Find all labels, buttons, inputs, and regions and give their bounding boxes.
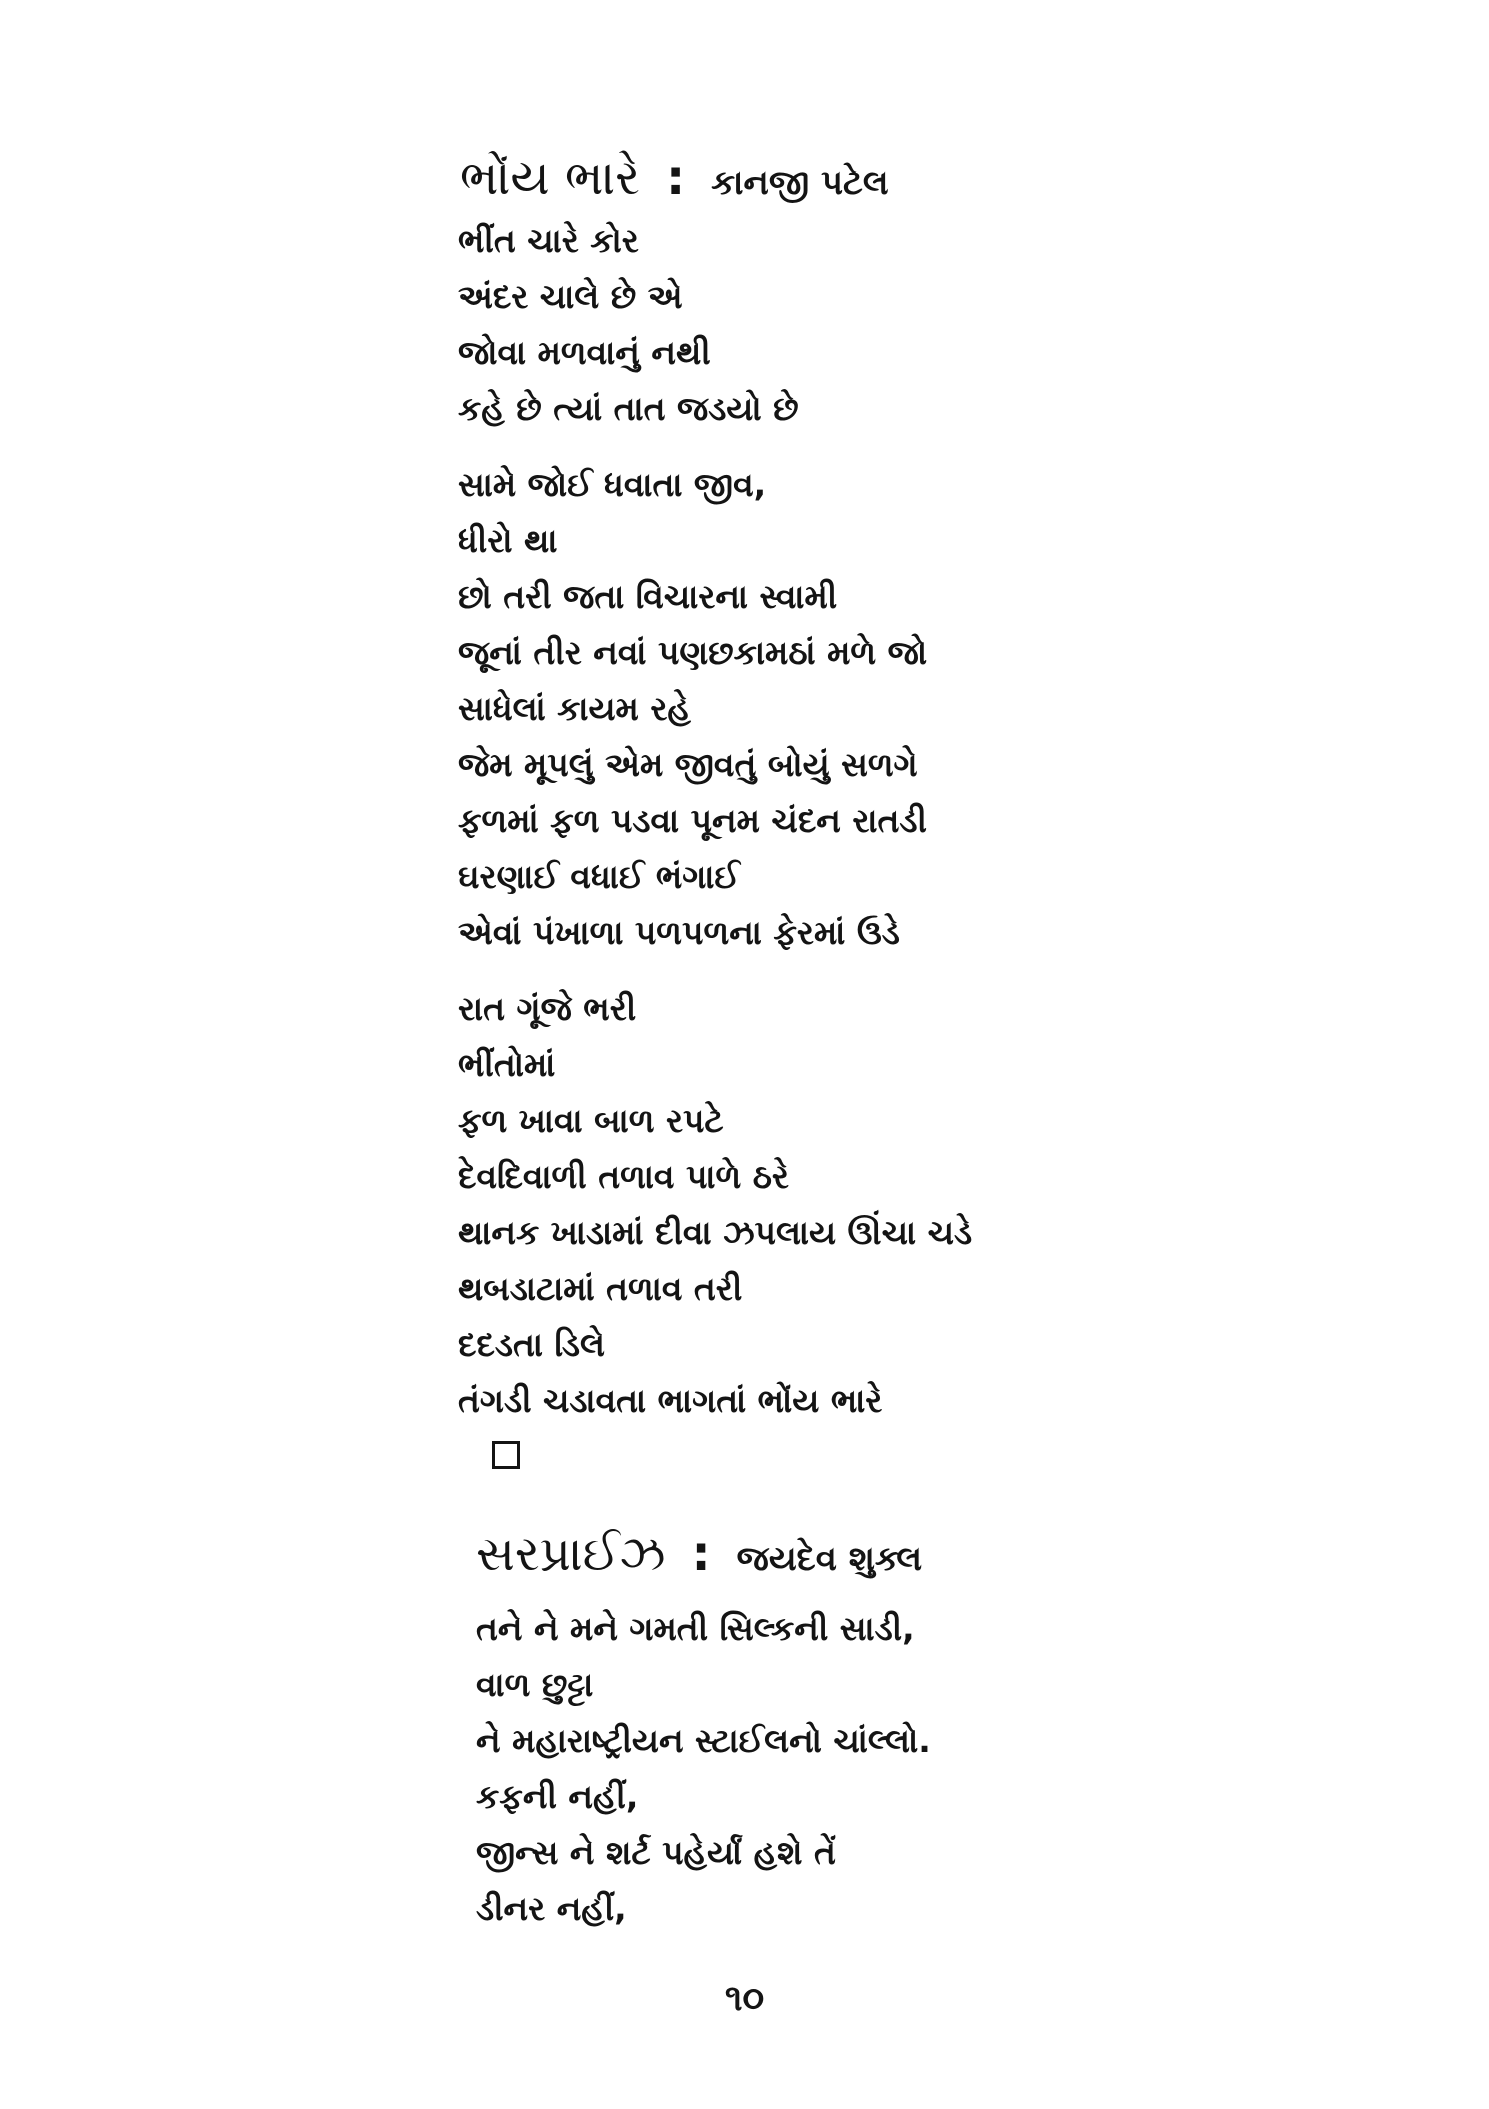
- poem-line: રાત ગૂંજે ભરી: [458, 989, 637, 1028]
- poem-author: કાનજી પટેલ: [711, 163, 889, 203]
- poem-line: સાધેલાં કાયમ રહે: [458, 689, 691, 728]
- stanza-gap: [458, 437, 1078, 457]
- poem-surprise: [476, 1526, 1096, 1937]
- poem-line: ફળ ખાવા બાળ રપટે: [458, 1101, 724, 1140]
- poem-line: સામે જોઈ ધવાતા જીવ,: [458, 465, 767, 504]
- heading-colon: :: [691, 1526, 711, 1582]
- stanza: [458, 981, 1078, 1429]
- poem-line: ને મહારાષ્ટ્રીયન સ્ટાઈલનો ચાંલ્લો.: [476, 1721, 931, 1760]
- poem-line: કફની નહીં,: [476, 1777, 639, 1816]
- poem-line: ડીનર નહીં,: [476, 1889, 627, 1928]
- poem-line: ભીંતોમાં: [458, 1045, 556, 1084]
- stanza: [458, 457, 1078, 961]
- poem-line: થાનક ખાડામાં દીવા ઝપલાય ઊંચા ચડે: [458, 1213, 973, 1252]
- poem-title: સરપ્રાઈઝ: [476, 1526, 666, 1582]
- poem-line: તંગડી ચડાવતા ભાગતાં ભોંય ભારે: [458, 1381, 883, 1420]
- poem-line: જોવા મળવાનું નથી: [458, 333, 711, 372]
- poem-line: ઘરણાઈ વધાઈ ભંગાઈ: [458, 857, 740, 896]
- heading-colon: :: [665, 150, 686, 206]
- poem-author: જયદેવ શુક્લ: [736, 1539, 923, 1579]
- poem-line: જૂનાં તીર નવાં પણછકામઠાં મળે જો: [458, 633, 928, 672]
- stanza: [458, 213, 1078, 437]
- poem-line: કહે છે ત્યાં તાત જડયો છે: [458, 389, 799, 428]
- poem-line: થબડાટામાં તળાવ તરી: [458, 1269, 743, 1308]
- poem-bhoy-bhare: [458, 150, 1078, 1469]
- poem-line: ધીરો થા: [458, 521, 558, 560]
- poem-line: દદડતા ડિલે: [458, 1325, 605, 1364]
- poem-line: જીન્સ ને શર્ટ પહેર્યાં હશે તેં: [476, 1833, 836, 1872]
- poem-title: ભોંય ભારે: [460, 150, 640, 206]
- stanza: [476, 1601, 1096, 1937]
- poem-heading: [460, 150, 1078, 207]
- poem-line: વાળ છુટ્ટા: [476, 1665, 594, 1704]
- poem-line: અંદર ચાલે છે એ: [458, 277, 683, 316]
- stanza-gap: [458, 961, 1078, 981]
- poem-line: એવાં પંખાળા પળપળના ફેરમાં ઉડે: [458, 913, 900, 952]
- poem-line: ફળમાં ફળ પડવા પૂનમ ચંદન રાતડી: [458, 801, 927, 840]
- page-number: ૧૦: [724, 1978, 765, 2019]
- poem-line: ભીંત ચારે કોર: [458, 221, 639, 260]
- poem-end-mark-icon: [492, 1441, 520, 1469]
- poem-line: જેમ મૂપલું એમ જીવતું બોયું સળગે: [458, 745, 918, 784]
- poem-heading: [476, 1526, 1096, 1583]
- poem-line: તને ને મને ગમતી સિલ્કની સાડી,: [476, 1609, 915, 1648]
- poem-line: છો તરી જતા વિચારના સ્વામી: [458, 577, 838, 616]
- poem-line: દેવદિવાળી તળાવ પાળે ઠરે: [458, 1157, 789, 1196]
